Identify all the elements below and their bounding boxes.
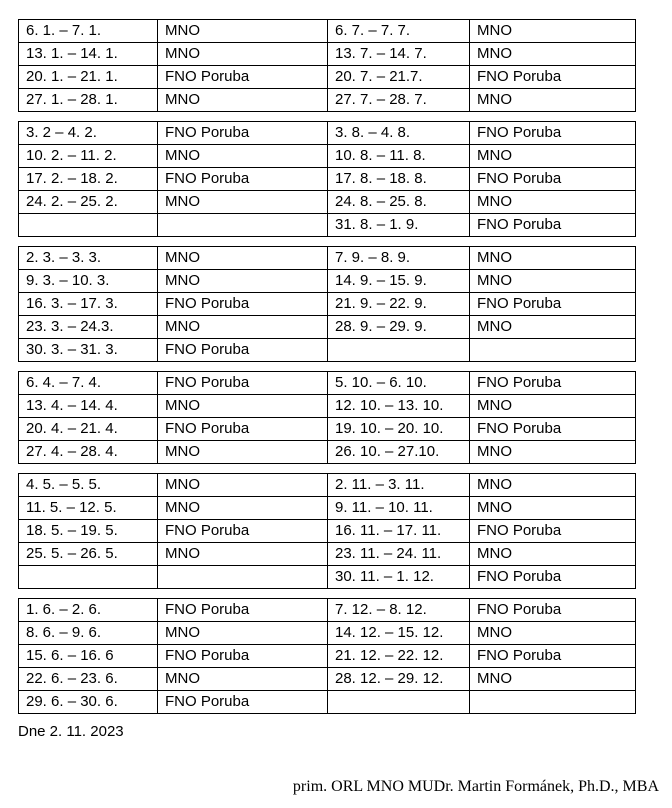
hospital-cell [470, 691, 636, 714]
date-range-cell: 6. 4. – 7. 4. [19, 372, 158, 395]
date-range-cell: 31. 8. – 1. 9. [328, 214, 470, 237]
signature-line: prim. ORL MNO MUDr. Martin Formánek, Ph.D., MBA [292, 778, 659, 795]
schedule-table-3 [18, 246, 636, 362]
hospital-cell [158, 566, 328, 589]
date-range-cell: 24. 2. – 25. 2. [19, 191, 158, 214]
table-row [19, 168, 636, 191]
hospital-cell: FNO Poruba [158, 645, 328, 668]
hospital-cell: FNO Poruba [470, 418, 636, 441]
date-range-cell: 28. 12. – 29. 12. [328, 668, 470, 691]
table-row [19, 668, 636, 691]
hospital-cell: MNO [470, 622, 636, 645]
date-range-cell: 1. 6. – 2. 6. [19, 599, 158, 622]
date-range-cell: 23. 11. – 24. 11. [328, 543, 470, 566]
date-range-cell [19, 214, 158, 237]
date-range-cell: 21. 9. – 22. 9. [328, 293, 470, 316]
date-range-cell: 30. 3. – 31. 3. [19, 339, 158, 362]
schedule-table-2 [18, 121, 636, 237]
table-row [19, 372, 636, 395]
hospital-cell: FNO Poruba [470, 372, 636, 395]
hospital-cell: MNO [470, 441, 636, 464]
schedule-table-1 [18, 19, 636, 112]
hospital-cell: MNO [470, 191, 636, 214]
date-range-cell: 27. 7. – 28. 7. [328, 89, 470, 112]
date-range-cell [328, 339, 470, 362]
date-range-cell: 8. 6. – 9. 6. [19, 622, 158, 645]
date-range-cell: 30. 11. – 1. 12. [328, 566, 470, 589]
issued-date: Dne 2. 11. 2023 [18, 723, 124, 740]
date-range-cell: 26. 10. – 27.10. [328, 441, 470, 464]
table-row [19, 339, 636, 362]
table-row [19, 247, 636, 270]
hospital-cell: FNO Poruba [470, 66, 636, 89]
date-range-cell: 12. 10. – 13. 10. [328, 395, 470, 418]
date-range-cell: 6. 1. – 7. 1. [19, 20, 158, 43]
date-range-cell: 29. 6. – 30. 6. [19, 691, 158, 714]
hospital-cell: FNO Poruba [158, 168, 328, 191]
date-range-cell: 3. 2 – 4. 2. [19, 122, 158, 145]
hospital-cell: MNO [470, 270, 636, 293]
hospital-cell: MNO [158, 543, 328, 566]
date-range-cell: 22. 6. – 23. 6. [19, 668, 158, 691]
date-range-cell: 17. 2. – 18. 2. [19, 168, 158, 191]
date-range-cell [19, 566, 158, 589]
schedule-table-4 [18, 371, 636, 464]
schedule-table-5 [18, 473, 636, 589]
hospital-cell: FNO Poruba [470, 566, 636, 589]
date-range-cell: 10. 2. – 11. 2. [19, 145, 158, 168]
hospital-cell: MNO [470, 20, 636, 43]
hospital-cell: FNO Poruba [470, 122, 636, 145]
table-row [19, 89, 636, 112]
hospital-cell: FNO Poruba [158, 66, 328, 89]
hospital-cell [470, 339, 636, 362]
table-row [19, 441, 636, 464]
date-range-cell: 2. 3. – 3. 3. [19, 247, 158, 270]
hospital-cell: FNO Poruba [470, 293, 636, 316]
hospital-cell: MNO [158, 43, 328, 66]
table-row [19, 691, 636, 714]
date-range-cell: 28. 9. – 29. 9. [328, 316, 470, 339]
table-row [19, 145, 636, 168]
date-range-cell: 18. 5. – 19. 5. [19, 520, 158, 543]
date-range-cell: 16. 11. – 17. 11. [328, 520, 470, 543]
date-range-cell: 25. 5. – 26. 5. [19, 543, 158, 566]
hospital-cell: FNO Poruba [158, 372, 328, 395]
date-range-cell: 15. 6. – 16. 6 [19, 645, 158, 668]
hospital-cell: FNO Poruba [158, 520, 328, 543]
date-range-cell: 13. 7. – 14. 7. [328, 43, 470, 66]
hospital-cell: MNO [470, 497, 636, 520]
date-range-cell: 6. 7. – 7. 7. [328, 20, 470, 43]
date-range-cell: 14. 9. – 15. 9. [328, 270, 470, 293]
date-range-cell: 9. 11. – 10. 11. [328, 497, 470, 520]
hospital-cell: MNO [158, 191, 328, 214]
table-row [19, 497, 636, 520]
hospital-cell: MNO [470, 89, 636, 112]
date-range-cell: 23. 3. – 24.3. [19, 316, 158, 339]
hospital-cell: MNO [158, 395, 328, 418]
hospital-cell: MNO [158, 89, 328, 112]
hospital-cell: FNO Poruba [158, 122, 328, 145]
hospital-cell: MNO [470, 474, 636, 497]
date-range-cell: 7. 12. – 8. 12. [328, 599, 470, 622]
date-range-cell: 19. 10. – 20. 10. [328, 418, 470, 441]
date-range-cell: 27. 1. – 28. 1. [19, 89, 158, 112]
table-row [19, 645, 636, 668]
date-range-cell: 14. 12. – 15. 12. [328, 622, 470, 645]
hospital-cell: MNO [158, 474, 328, 497]
table-row [19, 293, 636, 316]
hospital-cell: FNO Poruba [470, 599, 636, 622]
hospital-cell: MNO [470, 668, 636, 691]
hospital-cell: MNO [470, 43, 636, 66]
hospital-cell: FNO Poruba [158, 691, 328, 714]
hospital-cell: MNO [158, 316, 328, 339]
hospital-cell: FNO Poruba [470, 168, 636, 191]
date-range-cell: 20. 4. – 21. 4. [19, 418, 158, 441]
date-range-cell: 13. 1. – 14. 1. [19, 43, 158, 66]
hospital-cell: FNO Poruba [470, 214, 636, 237]
date-range-cell: 11. 5. – 12. 5. [19, 497, 158, 520]
hospital-cell: MNO [158, 20, 328, 43]
hospital-cell: MNO [158, 497, 328, 520]
hospital-cell: MNO [158, 441, 328, 464]
table-row [19, 122, 636, 145]
hospital-cell: MNO [470, 145, 636, 168]
hospital-cell: MNO [158, 247, 328, 270]
table-row [19, 214, 636, 237]
hospital-cell: FNO Poruba [470, 520, 636, 543]
table-row [19, 191, 636, 214]
date-range-cell: 7. 9. – 8. 9. [328, 247, 470, 270]
date-range-cell [328, 691, 470, 714]
hospital-cell: MNO [158, 622, 328, 645]
hospital-cell: MNO [470, 395, 636, 418]
hospital-cell: MNO [158, 668, 328, 691]
table-row [19, 599, 636, 622]
table-row [19, 316, 636, 339]
hospital-cell: FNO Poruba [158, 293, 328, 316]
table-row [19, 543, 636, 566]
date-range-cell: 17. 8. – 18. 8. [328, 168, 470, 191]
date-range-cell: 3. 8. – 4. 8. [328, 122, 470, 145]
date-range-cell: 24. 8. – 25. 8. [328, 191, 470, 214]
table-row [19, 20, 636, 43]
date-range-cell: 20. 1. – 21. 1. [19, 66, 158, 89]
date-range-cell: 27. 4. – 28. 4. [19, 441, 158, 464]
table-row [19, 520, 636, 543]
hospital-cell: FNO Poruba [158, 339, 328, 362]
date-range-cell: 4. 5. – 5. 5. [19, 474, 158, 497]
hospital-cell: MNO [470, 316, 636, 339]
date-range-cell: 20. 7. – 21.7. [328, 66, 470, 89]
date-range-cell: 2. 11. – 3. 11. [328, 474, 470, 497]
date-range-cell: 13. 4. – 14. 4. [19, 395, 158, 418]
date-range-cell: 10. 8. – 11. 8. [328, 145, 470, 168]
hospital-cell: FNO Poruba [158, 418, 328, 441]
schedule-tables-container [18, 19, 672, 714]
date-range-cell: 9. 3. – 10. 3. [19, 270, 158, 293]
hospital-cell: MNO [470, 543, 636, 566]
schedule-table-6 [18, 598, 636, 714]
hospital-cell [158, 214, 328, 237]
hospital-cell: MNO [158, 145, 328, 168]
table-row [19, 418, 636, 441]
table-row [19, 622, 636, 645]
hospital-cell: MNO [158, 270, 328, 293]
hospital-cell: FNO Poruba [470, 645, 636, 668]
date-range-cell: 16. 3. – 17. 3. [19, 293, 158, 316]
table-row [19, 395, 636, 418]
hospital-cell: MNO [470, 247, 636, 270]
date-range-cell: 21. 12. – 22. 12. [328, 645, 470, 668]
table-row [19, 43, 636, 66]
table-row [19, 474, 636, 497]
date-range-cell: 5. 10. – 6. 10. [328, 372, 470, 395]
table-row [19, 270, 636, 293]
table-row [19, 566, 636, 589]
table-row [19, 66, 636, 89]
hospital-cell: FNO Poruba [158, 599, 328, 622]
